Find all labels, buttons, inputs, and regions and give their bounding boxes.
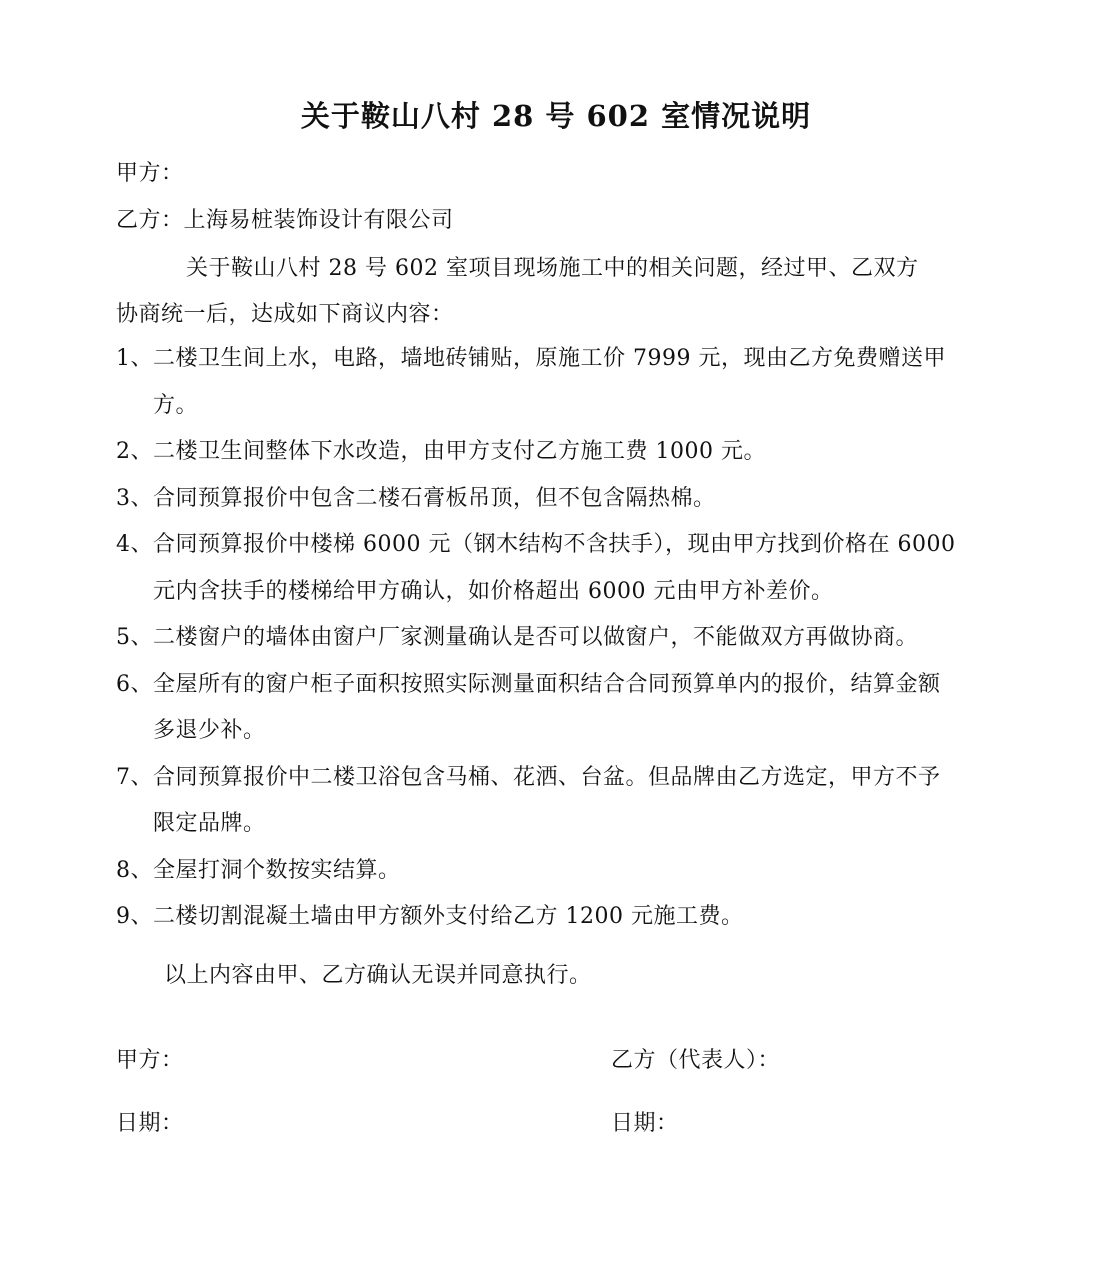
item-number: 4、 [116,532,153,557]
intro-line-1: 关于鞍山八村 28 号 602 室项目现场施工中的相关问题，经过甲、乙双方 [186,256,919,281]
item-number: 1、 [116,346,153,371]
closing-statement: 以上内容由甲、乙方确认无误并同意执行。 [164,963,592,988]
item-text: 全屋所有的窗户柜子面积按照实际测量面积结合合同预算单内的报价，结算金额多退少补。 [153,671,941,743]
item-text: 合同预算报价中二楼卫浴包含马桶、花洒、台盆。但品牌由乙方选定，甲方不予限定品牌。 [153,764,941,836]
item-number: 3、 [116,485,153,511]
list-item [116,894,966,941]
list-item [116,755,966,848]
party-a-label: 甲方： [116,161,184,186]
item-text: 二楼窗户的墙体由窗户厂家测量确认是否可以做窗户，不能做双方再做协商。 [153,625,919,650]
signature-date-a: 日期： [116,1111,184,1136]
signature-party-a: 甲方： [116,1048,184,1073]
item-number: 7、 [116,764,153,790]
item-number: 6、 [116,671,153,697]
intro-line-2: 协商统一后，达成如下商议内容： [116,302,454,327]
signature-date-b: 日期： [611,1111,679,1136]
list-item [116,848,966,895]
signature-party-b: 乙方（代表人）： [611,1048,781,1073]
item-list [116,336,966,941]
list-item [116,429,966,476]
list-item [116,522,966,615]
list-item [116,336,966,429]
item-text: 合同预算报价中楼梯 6000 元（钢木结构不含扶手），现由甲方找到价格在 6000 元内含扶手的楼梯给甲方确认，如价格超出 6000 元由甲方补差价。 [153,532,956,604]
party-b-label: 乙方： [116,208,184,233]
list-item [116,615,966,662]
item-number: 5、 [116,625,153,650]
document-title: 关于鞍山八村 28 号 602 室情况说明 [300,99,812,133]
item-number: 2、 [116,439,153,464]
item-text: 二楼切割混凝土墙由甲方额外支付给乙方 1200 元施工费。 [153,904,744,929]
item-text: 合同预算报价中包含二楼石膏板吊顶，但不包含隔热棉。 [153,485,716,511]
item-text: 全屋打洞个数按实结算。 [153,857,401,883]
item-number: 8、 [116,857,153,883]
item-number: 9、 [116,904,153,929]
item-text: 二楼卫生间整体下水改造，由甲方支付乙方施工费 1000 元。 [153,439,766,464]
party-b-line [116,203,454,234]
item-text: 二楼卫生间上水，电路，墙地砖铺贴，原施工价 7999 元，现由乙方免费赠送甲方。 [153,346,946,418]
list-item [116,662,966,755]
party-b-name: 上海易桩装饰设计有限公司 [183,208,454,233]
list-item [116,476,966,523]
